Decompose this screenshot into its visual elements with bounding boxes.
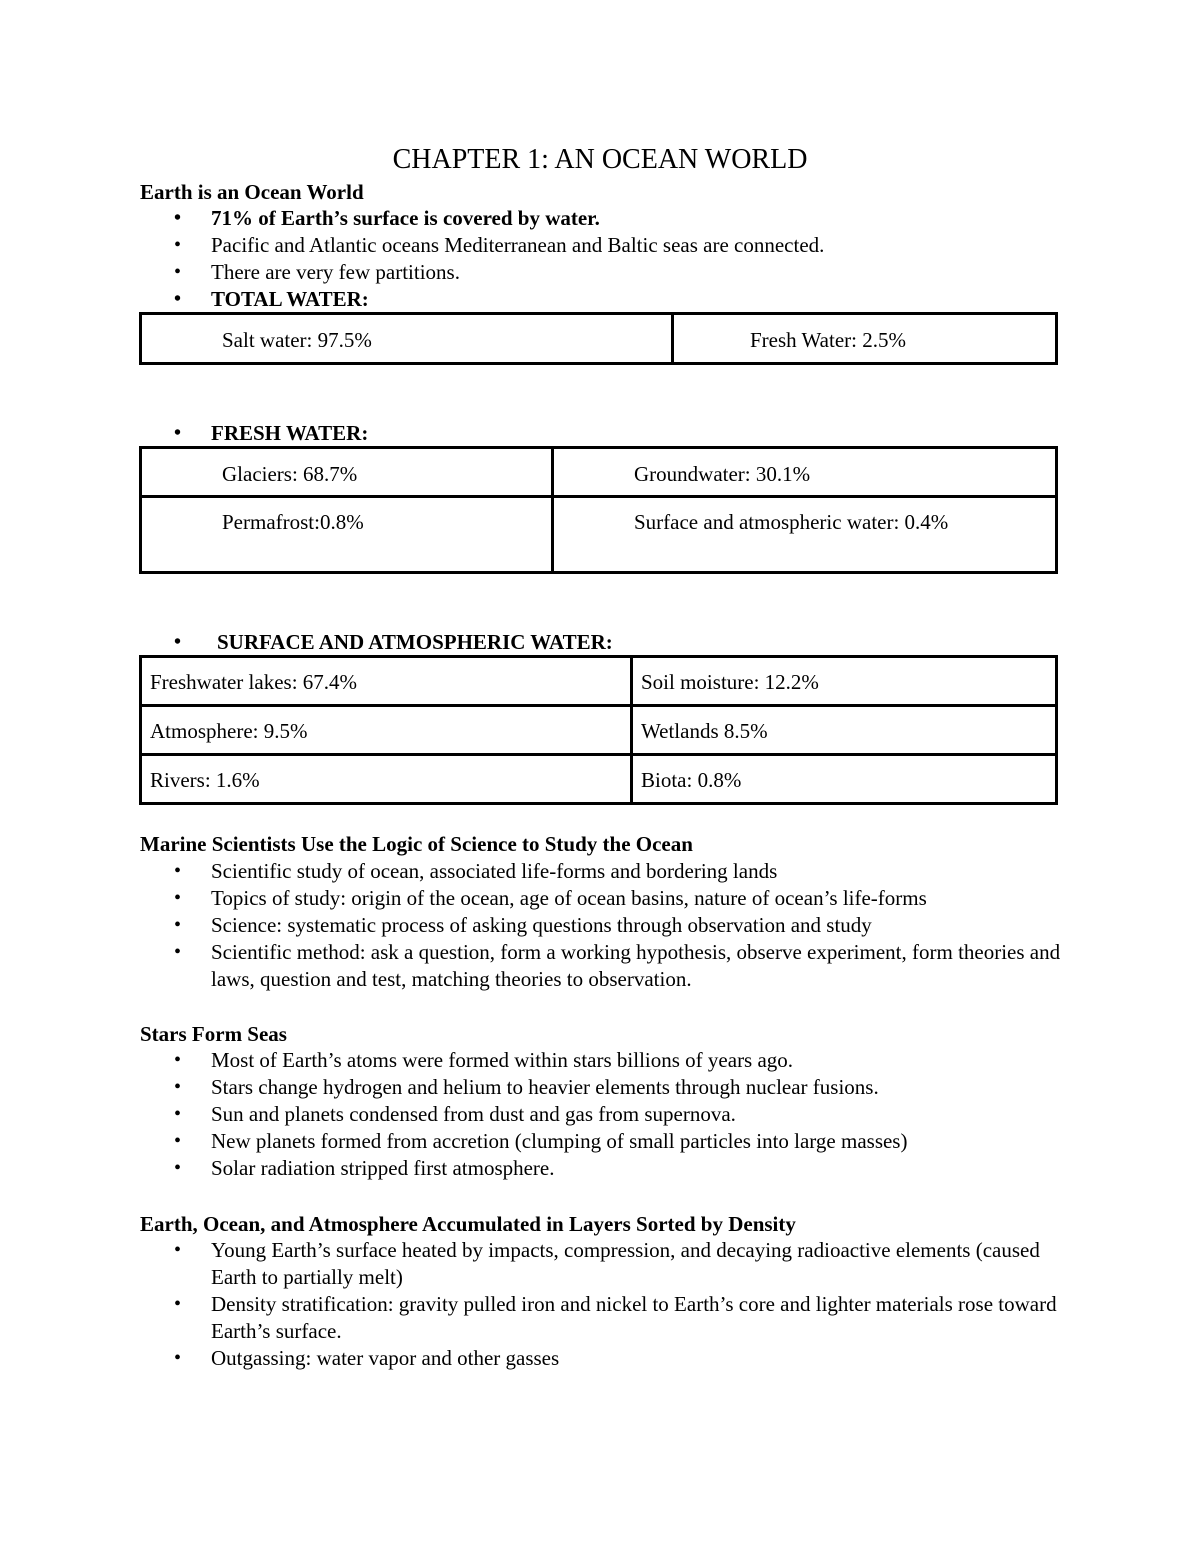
list-item: • Most of Earth’s atoms were formed within stars billions of years ago. bbox=[140, 1047, 1070, 1074]
list-item: • Solar radiation stripped first atmosphere. bbox=[140, 1155, 1070, 1182]
list-item: • Sun and planets condensed from dust and gas from supernova. bbox=[140, 1101, 1070, 1128]
surface-atmospheric-list bbox=[140, 629, 1070, 656]
table-cell-wetlands: Wetlands 8.5% bbox=[632, 706, 1057, 755]
list-item: • Topics of study: origin of the ocean, age of ocean basins, nature of ocean’s life-forms bbox=[140, 885, 1070, 912]
surface-atmospheric-table bbox=[139, 655, 1058, 805]
table-cell-biota: Biota: 0.8% bbox=[632, 755, 1057, 804]
list-item: • Pacific and Atlantic oceans Mediterranean and Baltic seas are connected. bbox=[140, 232, 1070, 259]
table-cell-groundwater: Groundwater: 30.1% bbox=[553, 448, 1057, 497]
table-cell-fresh-water: Fresh Water: 2.5% bbox=[673, 314, 1057, 364]
list-item: • SURFACE AND ATMOSPHERIC WATER: bbox=[140, 629, 1070, 656]
section-heading-stars: Stars Form Seas bbox=[140, 1022, 287, 1046]
list-item: • Density stratification: gravity pulled iron and nickel to Earth’s core and lighter materials rose toward Earth’s surface. bbox=[140, 1291, 1070, 1345]
table-cell-freshwater-lakes: Freshwater lakes: 67.4% bbox=[141, 657, 632, 706]
list-item: • New planets formed from accretion (clumping of small particles into large masses) bbox=[140, 1128, 1070, 1155]
list-item: • FRESH WATER: bbox=[140, 420, 1070, 447]
list-item: • TOTAL WATER: bbox=[140, 286, 1070, 313]
list-item: • Scientific study of ocean, associated life-forms and bordering lands bbox=[140, 858, 1070, 885]
layers-list bbox=[140, 1237, 1070, 1372]
list-item: • Scientific method: ask a question, form a working hypothesis, observe experiment, form theories and laws, question and test, matching theories to observation. bbox=[140, 939, 1070, 993]
table-cell-salt-water: Salt water: 97.5% bbox=[141, 314, 673, 364]
table-cell-permafrost: Permafrost:0.8% bbox=[141, 497, 553, 573]
total-water-table bbox=[139, 312, 1058, 365]
marine-scientists-list bbox=[140, 858, 1070, 993]
list-item: • Science: systematic process of asking questions through observation and study bbox=[140, 912, 1070, 939]
table-cell-surface-atmospheric: Surface and atmospheric water: 0.4% bbox=[553, 497, 1057, 573]
list-item: • There are very few partitions. bbox=[140, 259, 1070, 286]
section-heading-layers: Earth, Ocean, and Atmosphere Accumulated in Layers Sorted by Density bbox=[140, 1212, 796, 1236]
list-item: • Young Earth’s surface heated by impacts, compression, and decaying radioactive elements (caused Earth to partially melt) bbox=[140, 1237, 1070, 1291]
list-item: • Outgassing: water vapor and other gasses bbox=[140, 1345, 1070, 1372]
list-item: • Stars change hydrogen and helium to heavier elements through nuclear fusions. bbox=[140, 1074, 1070, 1101]
table-cell-rivers: Rivers: 1.6% bbox=[141, 755, 632, 804]
table-cell-glaciers: Glaciers: 68.7% bbox=[141, 448, 553, 497]
table-cell-atmosphere: Atmosphere: 9.5% bbox=[141, 706, 632, 755]
chapter-title: CHAPTER 1: AN OCEAN WORLD bbox=[392, 144, 808, 175]
ocean-world-list bbox=[140, 205, 1070, 313]
section-heading-ocean-world: Earth is an Ocean World bbox=[140, 180, 364, 204]
list-item: • 71% of Earth’s surface is covered by water. bbox=[140, 205, 1070, 232]
table-cell-soil-moisture: Soil moisture: 12.2% bbox=[632, 657, 1057, 706]
fresh-water-table bbox=[139, 446, 1058, 574]
section-heading-marine-scientists: Marine Scientists Use the Logic of Science to Study the Ocean bbox=[140, 832, 693, 856]
stars-list bbox=[140, 1047, 1070, 1182]
fresh-water-list bbox=[140, 420, 1070, 447]
